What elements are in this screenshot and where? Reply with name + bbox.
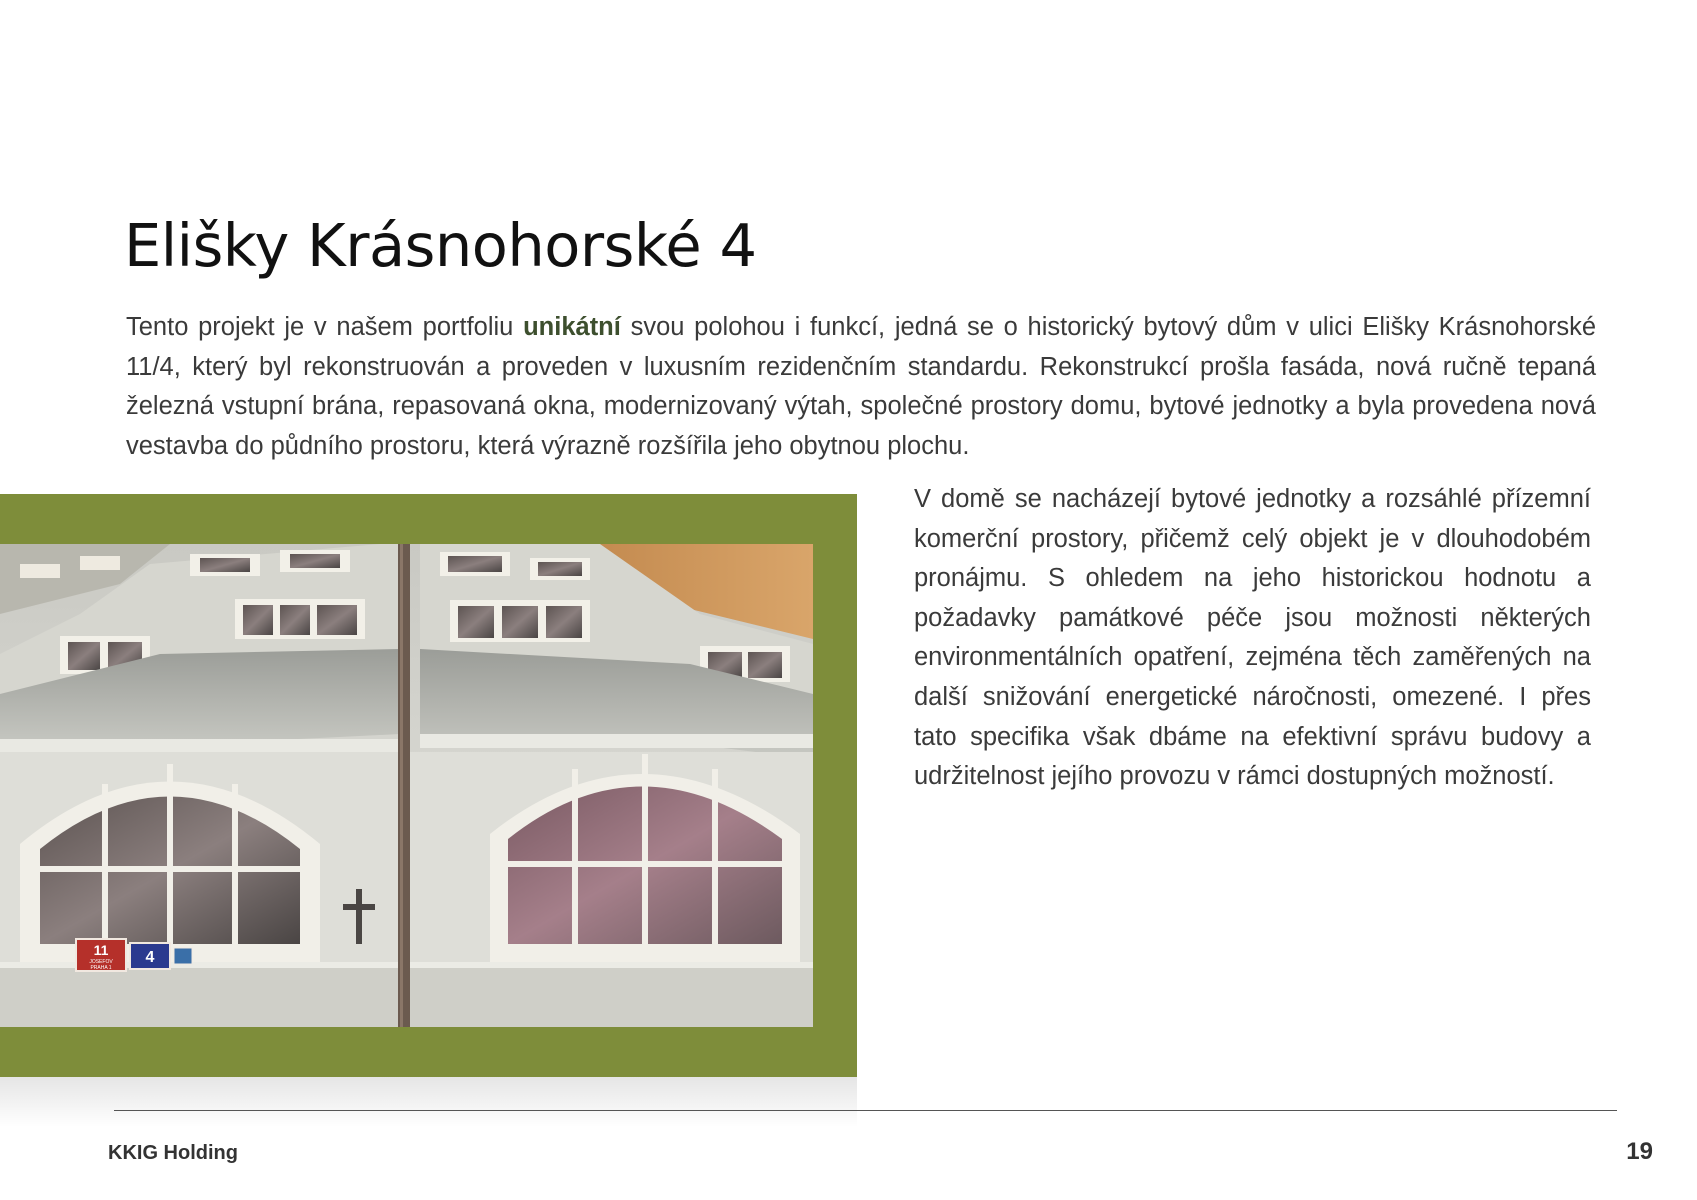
- intro-text-end: svou polohou i funkcí, jedná se o historický bytový dům v ulici Elišky Krásnohorské 11/4, který byl rekonstruován a proveden v luxusním rezidenčním standardu. Rekonstrukcí prošla fasáda, nová ručně tepaná železná vstupní brána, repasovaná okna, modernizovaný výtah, společné prostory domu, bytové jednotky a byla provedena nová vestavba do půdního prostoru, která výrazně rozšířila jeho obytnou plochu.: [126, 313, 1597, 460]
- footer-divider: [114, 1110, 1617, 1111]
- intro-paragraph: [126, 308, 1596, 466]
- red-sign-line2: PRAHA 1: [90, 965, 112, 971]
- blue-sign-number: 4: [145, 949, 155, 966]
- page-number: 19: [1626, 1138, 1653, 1165]
- intro-highlight: unikátní: [523, 313, 621, 341]
- red-sign-number: 11: [93, 942, 109, 958]
- building-photo: [0, 544, 813, 1027]
- block-shadow: [0, 1077, 857, 1127]
- footer-brand: KKIG Holding: [108, 1142, 238, 1164]
- intro-text-start: Tento projekt je v našem portfoliu: [126, 313, 524, 341]
- page-title: Elišky Krásnohorské 4: [124, 211, 757, 280]
- red-sign-line1: JOSEFOV: [89, 959, 113, 965]
- side-paragraph: V domě se nacházejí bytové jednotky a rozsáhlé přízemní komerční prostory, přičemž celý objekt je v dlouhodobém pronájmu. S ohledem na jeho historickou hodnotu a požadavky památkové péče jsou možnosti některých environmentálních opatření, zejména těch zaměřených na další snižování energetické náročnosti, omezené. I přes tato specifika však dbáme na efektivní správu budovy a udržitelnost jejího provozu v rámci dostupných možností.: [914, 485, 1591, 791]
